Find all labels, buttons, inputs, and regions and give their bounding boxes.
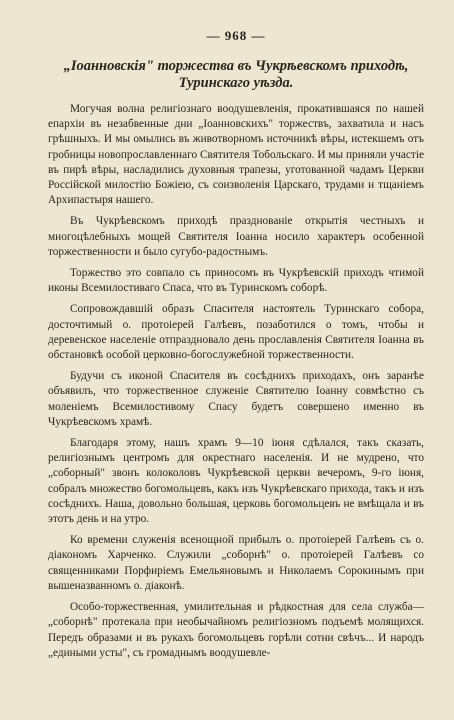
paragraph-4: Сопровождавшій образъ Спасителя настоятель Туринскаго собора, досточтимый о. протоіерей Галѣевъ, позаботился о томъ, чтобы и деревенское населеніе отпраздновало день прославленія Святителя Іоанна въ обстановкѣ особой церковно-богослужебной торжественности.: [48, 303, 424, 362]
article-title: [48, 58, 424, 92]
paragraph-7: Ко времени служенія всенощной прибылъ о. протоіерей Галѣевъ съ о. діакономъ Харченко. Служили „соборнѣ" о. протоіерей Галѣевъ со священниками Порфиріемъ Емельяновымъ и Николаемъ Сорокинымъ при вышеназванномъ о. діаконѣ.: [48, 534, 424, 592]
paragraph-6: Благодаря этому, нашъ храмъ 9—10 іюня сдѣлался, такъ сказать, религіознымъ центромъ для окрестнаго населенія. И не мудрено, что „соборный" звонъ колоколовъ Чукрѣевской церкви вечеромъ, 9-го іюня, собралъ множество богомольцевъ, какъ изъ Чукрѣевскаго прихода, такъ и изъ сосѣднихъ. Наша, довольно большая, церковь богомольцевъ не вмѣщала и въ этотъ день и на утро.: [48, 437, 424, 526]
paragraph-2: Въ Чукрѣевскомъ приходѣ празднованіе открытія честныхъ и многоцѣлебныхъ мощей Святителя Іоанна носило характеръ особенной торжественности и было сугубо-радостнымъ.: [48, 215, 424, 258]
paragraph-1: Могучая волна религіознаго воодушевленія, прокатившаяся по нашей епархіи въ незабвенные дни „Іоанновскихъ" торжествъ, захватила и насъ грѣшныхъ. И мы омылись въ животворномъ источникѣ вѣры, истекшемъ отъ гробницы новопрославленнаго Святителя Тобольскаго. И мы приняли участіе въ пирѣ вѣры, насладились духовныя трапезы, уготованной чадамъ Церкви Россійской милостію Божіею, съ соизволенія Царскаго, трудами и тщаніемъ Архипастыря нашего.: [48, 103, 424, 207]
page-number: — 968 —: [206, 28, 266, 43]
article-title-line-1: „Іоанновскія" торжества въ Чукрѣевскомъ приходѣ,: [63, 58, 409, 74]
article-body: [48, 102, 424, 661]
paragraph-3: Торжество это совпало съ приносомъ въ Чукрѣевскій приходъ чтимой иконы Всемилостиваго Спаса, что въ Туринскомъ соборѣ.: [48, 267, 424, 295]
paragraph-5: Будучи съ иконой Спасителя въ сосѣднихъ приходахъ, онъ заранѣе объявилъ, что торжественное служеніе Святителю Іоанну совмѣстно съ моленіемъ Всемилостивому Спасу будетъ совершено именно въ Чукрѣевскомъ храмѣ.: [48, 370, 424, 428]
article-title-line-2: Туринскаго уѣзда.: [178, 75, 294, 91]
paragraph-8: Особо-торжественная, умилительная и рѣдкостная для села служба—„соборнѣ" протекала при необычайномъ религіозномъ подъемѣ молящихся. Передъ образами и въ рукахъ богомольцевъ горѣли сотни свѣчъ... И народъ „едиными усты", съ громаднымъ воодушевле-: [48, 601, 424, 659]
